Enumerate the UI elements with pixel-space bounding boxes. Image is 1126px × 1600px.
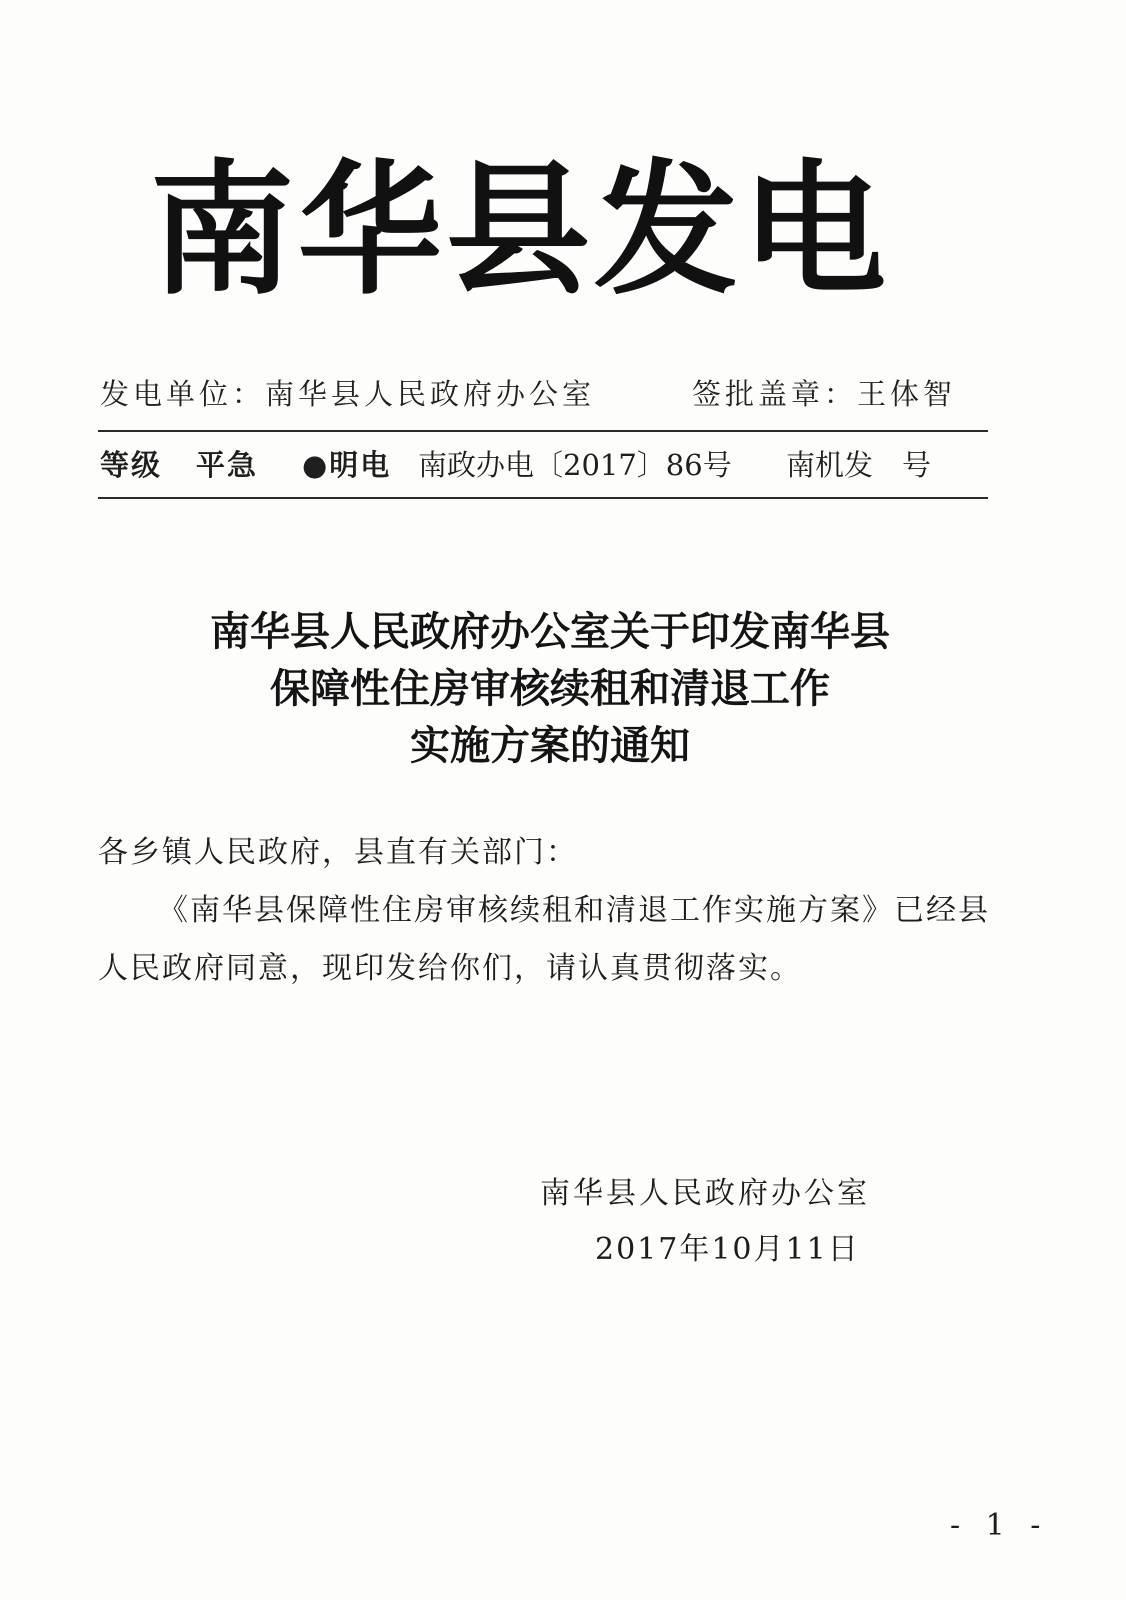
header-divider-top xyxy=(98,430,988,432)
sending-unit: 发电单位：南华县人民政府办公室 xyxy=(100,377,596,411)
title-line: 南华县人民政府办公室关于印发南华县 xyxy=(210,609,890,655)
masthead-title: 南华县发电 xyxy=(150,146,891,314)
level-value: 平急 xyxy=(196,448,259,482)
signature-organization: 南华县人民政府办公室 xyxy=(540,1176,870,1211)
approval-seal: 签批盖章：王体智 xyxy=(692,377,957,411)
document-title xyxy=(100,604,1000,775)
transmission-mode: ●明电 xyxy=(302,448,392,482)
document-number: 南政办电〔2017〕86号 xyxy=(418,448,732,482)
secondary-document-number: 南机发 号 xyxy=(786,448,932,482)
body-paragraph: 《南华县保障性住房审核续租和清退工作实施方案》已经县人民政府同意，现印发给你们，请认真贯彻落实。 xyxy=(98,893,990,986)
salutation: 各乡镇人民政府，县直有关部门： xyxy=(98,835,578,870)
level-label: 等级 xyxy=(100,448,163,482)
page-number: - 1 - xyxy=(950,1508,1049,1543)
sender-row xyxy=(100,372,990,416)
signature-date: 2017年10月11日 xyxy=(595,1232,860,1267)
title-line: 保障性住房审核续租和清退工作 xyxy=(270,666,830,712)
classification-row xyxy=(100,443,990,487)
header-divider-bottom xyxy=(98,497,988,499)
title-line: 实施方案的通知 xyxy=(410,723,690,769)
